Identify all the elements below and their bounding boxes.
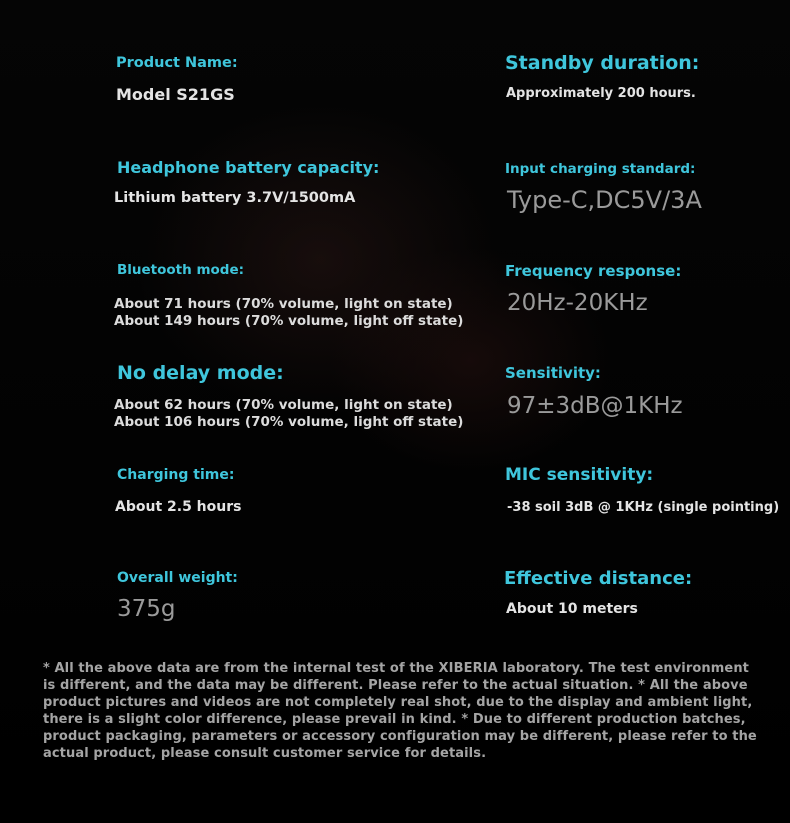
spec-weight bbox=[117, 570, 238, 622]
spec-value: Lithium battery 3.7V/1500mA bbox=[114, 190, 356, 206]
spec-value: About 10 meters bbox=[506, 601, 638, 617]
spec-value: About 2.5 hours bbox=[115, 499, 242, 515]
spec-sensitivity bbox=[505, 364, 683, 419]
spec-value-line: About 149 hours (70% volume, light off state) bbox=[114, 313, 464, 329]
spec-input-charging bbox=[505, 161, 702, 214]
spec-label: Frequency response: bbox=[505, 262, 682, 280]
spec-label: Input charging standard: bbox=[505, 161, 696, 177]
spec-value-line: About 71 hours (70% volume, light on state) bbox=[114, 296, 453, 312]
spec-value-line: About 62 hours (70% volume, light on state) bbox=[114, 397, 453, 413]
spec-label: Standby duration: bbox=[505, 52, 700, 74]
spec-value: Model S21GS bbox=[116, 85, 235, 104]
spec-standby bbox=[505, 52, 699, 101]
spec-label: Charging time: bbox=[117, 467, 235, 483]
spec-mic bbox=[505, 465, 779, 515]
spec-charging-time bbox=[117, 467, 241, 515]
spec-distance bbox=[504, 568, 692, 617]
spec-label: Headphone battery capacity: bbox=[117, 158, 380, 177]
spec-no-delay bbox=[114, 362, 464, 431]
spec-value-lines bbox=[114, 296, 463, 330]
spec-value-line: About 106 hours (70% volume, light off state) bbox=[114, 414, 464, 430]
spec-value: Type-C,DC5V/3A bbox=[507, 186, 702, 214]
spec-value: 20Hz-20KHz bbox=[507, 290, 648, 316]
spec-label: MIC sensitivity: bbox=[505, 465, 654, 485]
spec-value: 97±3dB@1KHz bbox=[507, 393, 683, 419]
spec-label: No delay mode: bbox=[117, 362, 284, 384]
disclaimer-text: * All the above data are from the internal test of the XIBERIA laboratory. The test environment is different, and the data may be different. Please refer to the actual situation. * All the above product pictures and videos are not completely real shot, due to the display and ambient light, there is a slight color difference, please prevail in kind. * Due to different production batches, product packaging, parameters or accessory configuration may be different, please refer to the actual product, please consult customer service for details. bbox=[43, 661, 757, 761]
spec-product-name bbox=[116, 55, 238, 104]
spec-label: Effective distance: bbox=[504, 568, 693, 589]
spec-label: Sensitivity: bbox=[505, 364, 601, 382]
spec-value: Approximately 200 hours. bbox=[506, 86, 696, 101]
spec-bluetooth bbox=[114, 262, 464, 330]
spec-value: -38 soil 3dB @ 1KHz (single pointing) bbox=[507, 500, 780, 515]
spec-label: Overall weight: bbox=[117, 570, 238, 586]
spec-battery bbox=[114, 158, 380, 206]
spec-label: Product Name: bbox=[116, 55, 238, 71]
spec-value-lines bbox=[114, 397, 463, 431]
spec-frequency bbox=[505, 262, 681, 316]
spec-label: Bluetooth mode: bbox=[117, 262, 245, 278]
spec-value: 375g bbox=[117, 596, 176, 622]
